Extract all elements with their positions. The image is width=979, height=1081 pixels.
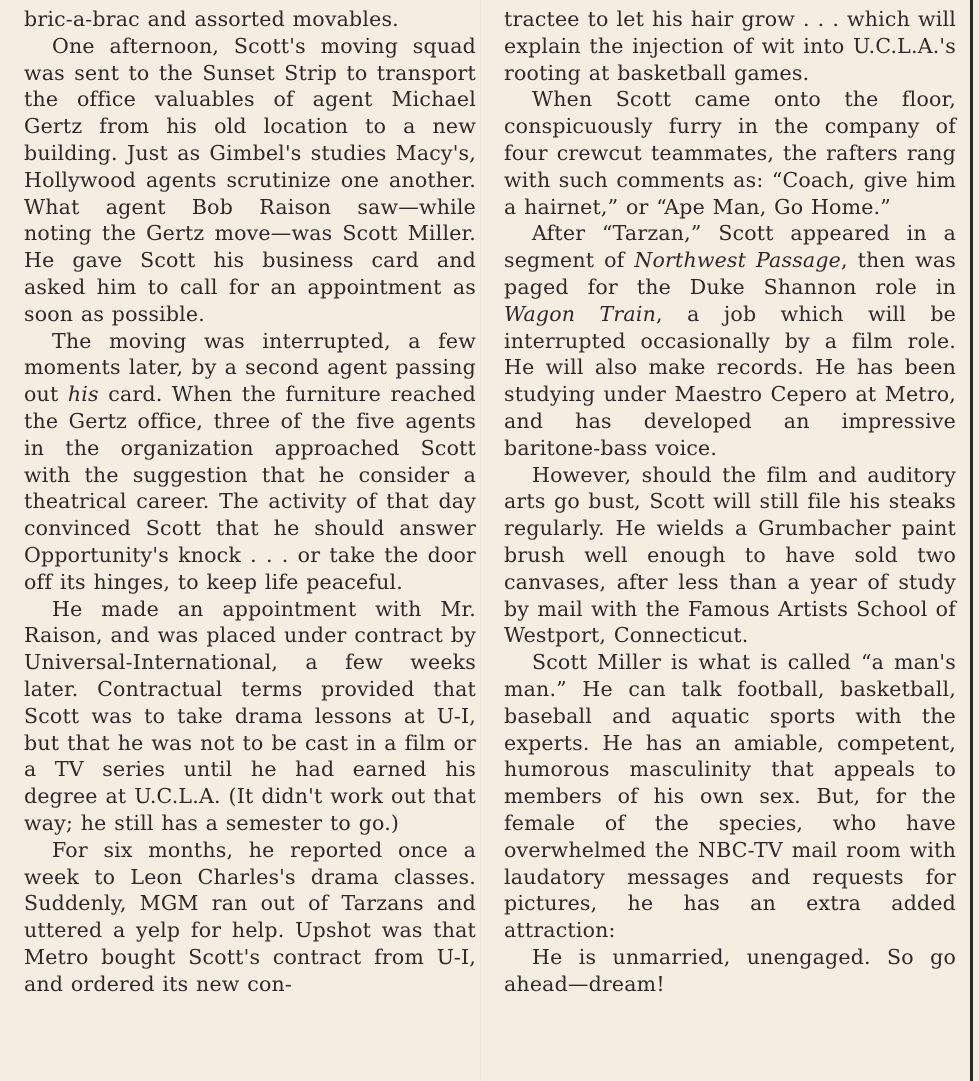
paragraph-second-agent [24, 328, 476, 596]
paragraph-continuation: tractee to let his hair grow . . . which will explain the injection of wit into U.C.L.A.'s rooting at basketball games. [504, 7, 956, 85]
paragraph-tarzan: For six months, he reported once a week to Leon Charles's drama classes. Suddenly, MGM ran out of Tarzans and uttered a yelp for help. Upshot was that Metro bought Scott's contract from U-I, and ordered its new con- [24, 837, 476, 996]
paragraph-text: , a job which will be interrupted occasionally by a film role. He will also make records. He has been studying under Maestro Cepero at Metro, and has developed an impressive baritone-bass voice. [504, 301, 956, 460]
emphasis-his: his [67, 382, 99, 407]
paragraph-painting: However, should the film and auditory arts go bust, Scott will still file his steaks regularly. He wields a Grumbacher paint brush well enough to have sold two canvases, after less than a year of study by mail with the Famous Artists School of Westport, Connecticut. [504, 462, 956, 648]
paragraph-text: card. When the furniture reached the Gertz office, three of the five agents in the organization approached Scott with the suggestion that he consider a theatrical career. The activity of that day convinced Scott that he should answer Opportunity's knock . . . or take the door off its hinges, to keep life peaceful. [24, 382, 476, 594]
paragraph-moving-squad: One afternoon, Scott's moving squad was sent to the Sunset Strip to transport the office valuables of agent Michael Gertz from his old location to a new building. Just as Gimbel's studies Macy's, Hollywood agents scrutinize one another. What agent Bob Raison saw—while noting the Gertz move—was Scott Miller. He gave Scott his business card and asked him to call for an appointment as soon as possible. [24, 33, 476, 326]
column-gutter [480, 0, 481, 1081]
paragraph-text: , then was paged for the Duke Shannon role in [504, 248, 956, 299]
page-edge-rule [970, 0, 973, 1081]
paragraph-roles [504, 220, 956, 461]
left-column [24, 6, 476, 997]
title-wagon-train: Wagon Train [504, 301, 656, 326]
paragraph-contract: He made an appointment with Mr. Raison, and was placed under contract by Universal-International, a few weeks later. Contractual terms provided that Scott was to take drama lessons at U-I, but that he was not to be cast in a film or a TV series until he had earned his degree at U.C.L.A. (It didn't work out that way; he still has a semester to go.) [24, 596, 476, 835]
paragraph-closing: He is unmarried, unengaged. So go ahead—dream! [504, 944, 956, 996]
paragraph-continuation: bric-a-brac and assorted movables. [24, 7, 399, 31]
title-northwest-passage: Northwest Passage [634, 248, 841, 273]
paragraph-basketball: When Scott came onto the floor, conspicuously furry in the company of four crewcut teammates, the rafters rang with such comments as: “Coach, give him a hairnet,” or “Ape Man, Go Home.” [504, 87, 956, 219]
paragraph-mans-man: Scott Miller is what is called “a man's man.” He can talk football, basketball, baseball and aquatic sports with the experts. He has an amiable, competent, humorous masculinity that appeals to members of his own sex. But, for the female of the species, who have overwhelmed the NBC-TV mail room with laudatory messages and requests for pictures, he has an extra added attraction: [504, 650, 956, 943]
paragraph-text: The moving was interrupted, a few moments later, by a second agent passing out [24, 328, 476, 407]
right-column [504, 6, 956, 997]
paragraph-text: After “Tarzan,” Scott appeared in a segment of [504, 221, 956, 273]
